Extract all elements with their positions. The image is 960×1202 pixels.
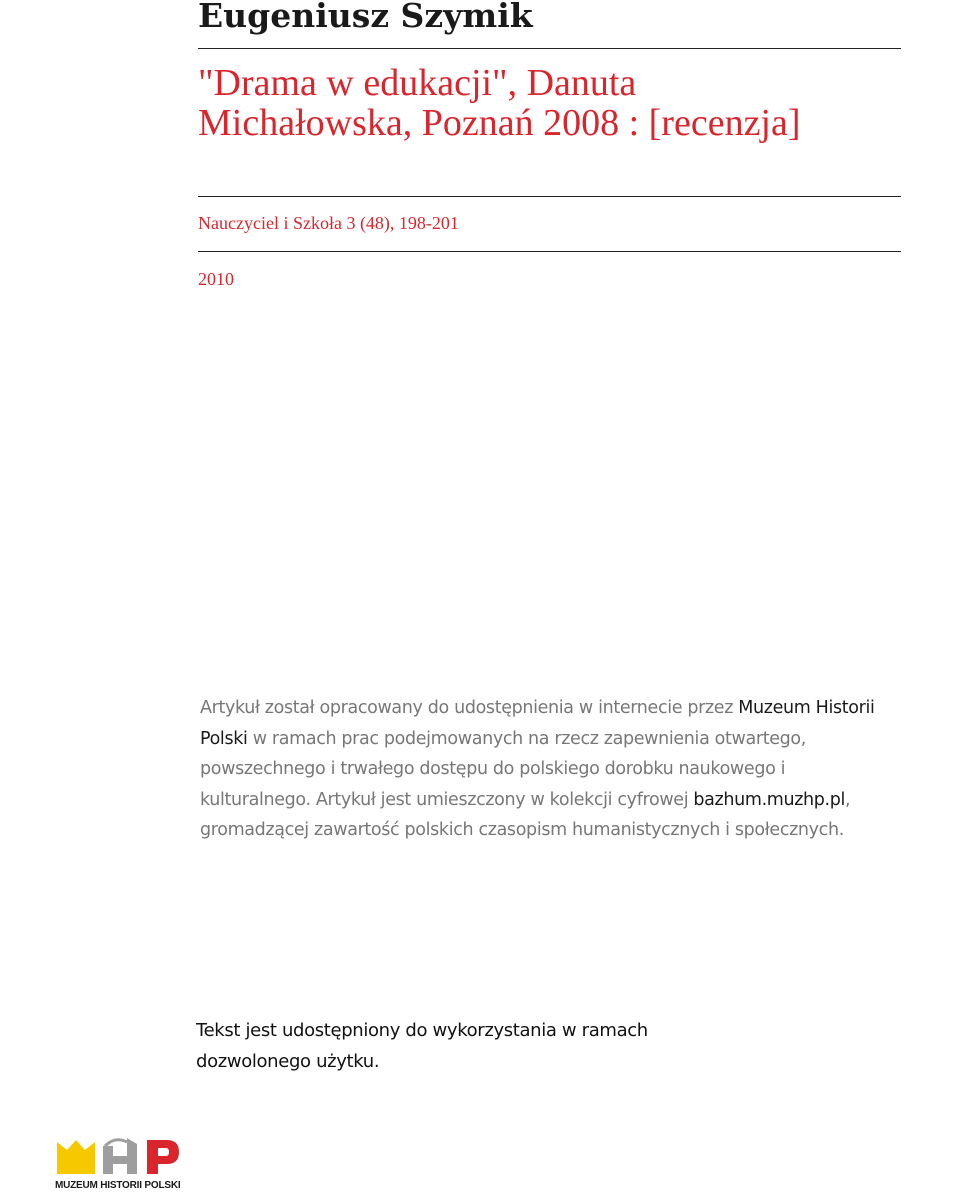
digitization-notice [200,693,890,846]
divider-top [198,48,901,49]
usage-notice: Tekst jest udostępniony do wykorzystania w ramach dozwolonego użytku. [196,1020,648,1072]
article-title: "Drama w edukacji", Danuta Michałowska, Poznań 2008 : [recenzja] [198,62,801,144]
museum-logo [55,1136,205,1194]
notice-text-3: , gromadzącej zawartość polskich czasopism humanistycznych i społecznych. [200,789,851,840]
notice-text-1: Artykuł został opracowany do udostępnienia w internecie przez [200,698,739,718]
publication-year: 2010 [198,269,234,289]
collection-link[interactable]: bazhum.muzhp.pl [693,789,846,810]
divider-bottom [198,251,901,252]
divider-middle [198,196,901,197]
notice-text-2: w ramach prac podejmowanych na rzecz zapewnienia otwartego, powszechnego i trwałego dostępu do polskiego dorobku naukowego i kulturalnego. Artykuł jest umieszczony w kolekcji cyfrowej [200,728,806,810]
author-name: Eugeniusz Szymik [198,0,533,35]
museum-logo-caption: MUZEUM HISTORII POLSKI [55,1180,181,1191]
museum-logo-icon [55,1136,205,1180]
museum-name: Muzeum Historii Polski [200,698,875,749]
journal-source: Nauczyciel i Szkoła 3 (48), 198-201 [198,213,459,233]
